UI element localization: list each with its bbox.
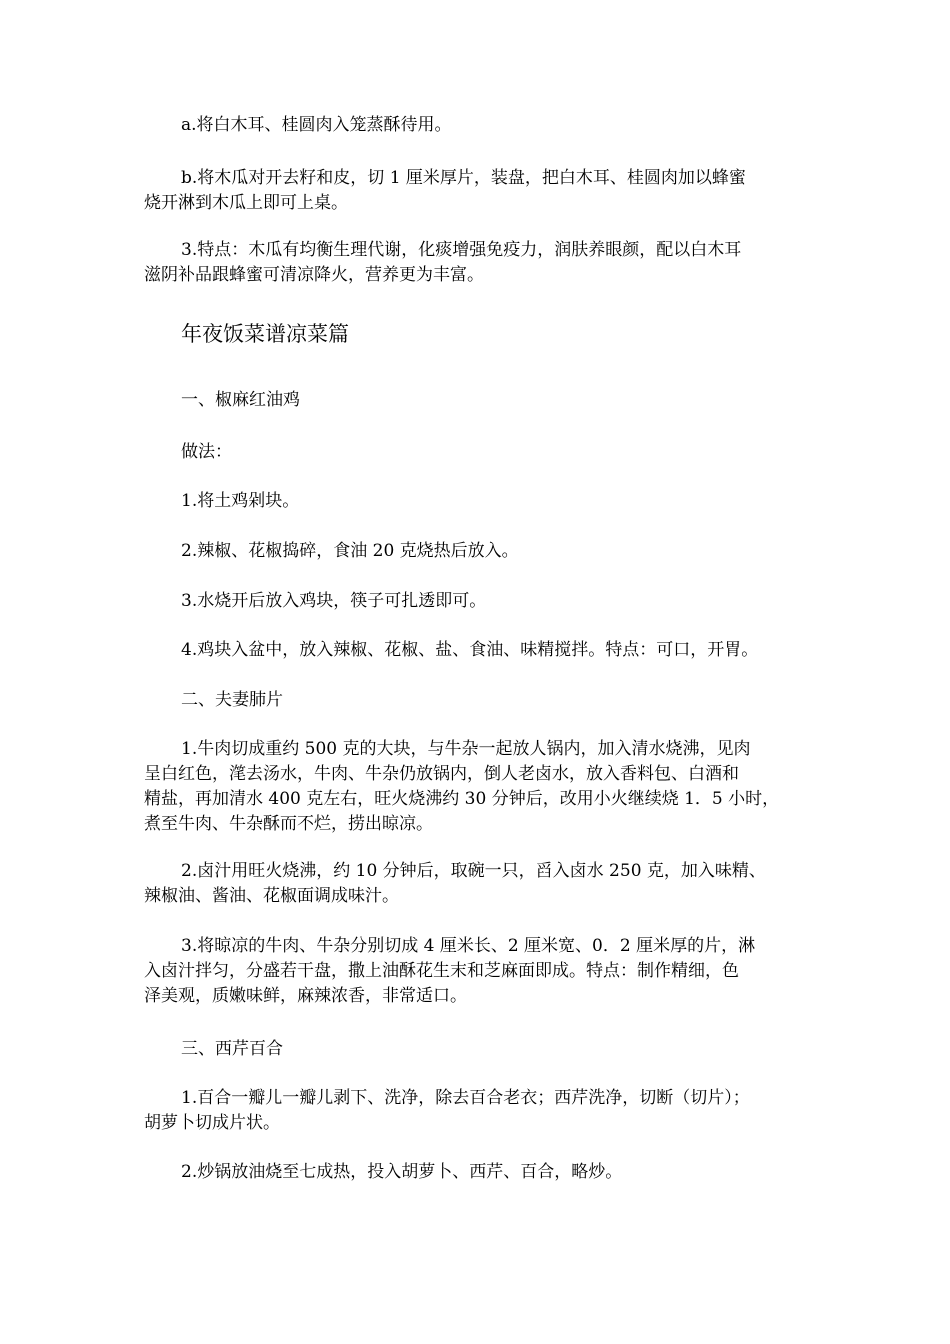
dish2-step2 (144, 859, 810, 909)
dish1-step2: 2.辣椒、花椒捣碎，食油 20 克烧热后放入。 (181, 541, 519, 561)
dish2-step3 (144, 934, 810, 1009)
paragraph-line: 1.牛肉切成重约 500 克的大块，与牛杂一起放人锅内，加入清水烧沸，见肉 (181, 739, 751, 759)
paragraph-line: 胡萝卜切成片状。 (144, 1113, 280, 1133)
dish1-step1: 1.将土鸡剁块。 (181, 491, 300, 511)
dish2-step1 (144, 737, 810, 837)
paragraph-line: 精盐，再加清水 400 克左右，旺火烧沸约 30 分钟后，改用小火继续烧 1．5 小时， (144, 789, 780, 809)
dish-title: 三、西芹百合 (181, 1039, 283, 1059)
dish1-step3: 3.水烧开后放入鸡块，筷子可扎透即可。 (181, 591, 487, 611)
dish3-step2: 2.炒锅放油烧至七成热，投入胡萝卜、西芹、百合，略炒。 (181, 1162, 623, 1182)
paragraph-line: 2.卤汁用旺火烧沸，约 10 分钟后，取碗一只，舀入卤水 250 克，加入味精、 (181, 861, 766, 881)
paragraph-line: 呈白红色，滗去汤水，牛肉、牛杂仍放锅内，倒人老卤水，放入香料包、白酒和 (144, 764, 739, 784)
paragraph-line: 3.将晾凉的牛肉、牛杂分别切成 4 厘米长、2 厘米宽、0．2 厘米厚的片，淋 (181, 936, 756, 956)
paragraph-line: 泽美观，质嫩味鲜，麻辣浓香，非常适口。 (144, 986, 467, 1006)
dish-title: 一、椒麻红油鸡 (181, 390, 300, 410)
paragraph-line: 煮至牛肉、牛杂酥而不烂，捞出晾凉。 (144, 814, 433, 834)
paragraph-line: 1.百合一瓣儿一瓣儿剥下、洗净，除去百合老衣；西芹洗净，切断（切片）； (181, 1088, 750, 1108)
paragraph-step-a: a.将白木耳、桂圆肉入笼蒸酥待用。 (181, 115, 452, 135)
paragraph-line: 滋阴补品跟蜂蜜可清凉降火，营养更为丰富。 (144, 265, 484, 285)
paragraph-step-b (144, 166, 810, 216)
dish3-step1 (144, 1086, 810, 1136)
method-label: 做法： (181, 442, 232, 462)
paragraph-line: 辣椒油、酱油、花椒面调成味汁。 (144, 886, 399, 906)
paragraph-features (144, 238, 810, 288)
dish-title: 二、夫妻肺片 (181, 690, 283, 710)
dish1-step4: 4.鸡块入盆中，放入辣椒、花椒、盐、食油、味精搅拌。特点：可口，开胃。 (181, 640, 759, 660)
paragraph-line: 入卤汁拌匀，分盛若干盘，撒上油酥花生末和芝麻面即成。特点：制作精细，色 (144, 961, 739, 981)
paragraph-line: b.将木瓜对开去籽和皮，切 1 厘米厚片，装盘，把白木耳、桂圆肉加以蜂蜜 (181, 168, 746, 188)
paragraph-line: 烧开淋到木瓜上即可上桌。 (144, 193, 348, 213)
paragraph-line: 3.特点：木瓜有均衡生理代谢，化痰增强免疫力，润肤养眼颜，配以白木耳 (181, 240, 742, 260)
section-title: 年夜饭菜谱凉菜篇 (181, 322, 349, 346)
